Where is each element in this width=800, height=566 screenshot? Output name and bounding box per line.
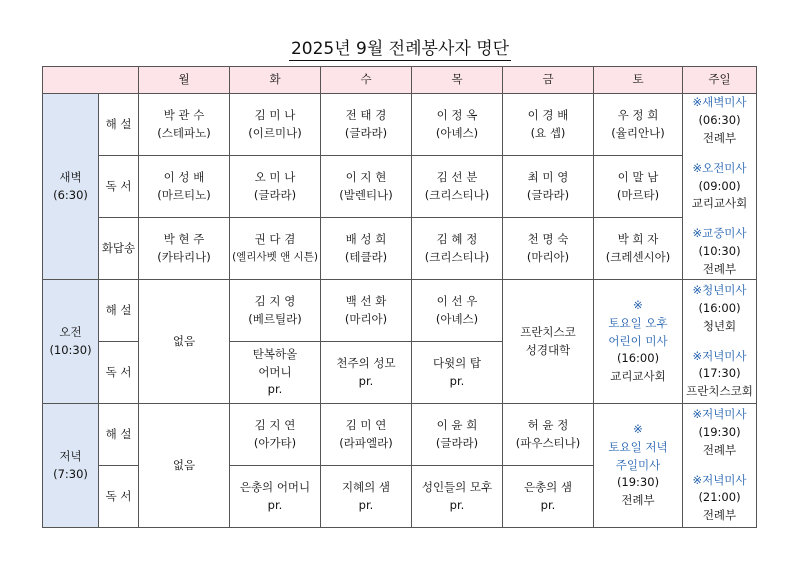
morning-reader-tue: 탄복하올 어머니 pr.	[230, 342, 321, 404]
evening-reader-thu: 성인들의 모후 pr.	[412, 466, 503, 528]
dawn-commentator-fri: 이 경 배 (요 셉)	[503, 94, 594, 156]
role-commentator: 해 설	[99, 404, 139, 466]
header-row	[43, 67, 757, 94]
header-corner	[43, 67, 139, 94]
morning-commentator-row	[43, 280, 757, 342]
evening-commentator-wed: 김 미 연 (라파엘라)	[321, 404, 412, 466]
dawn-commentator-thu: 이 정 옥 (아녜스)	[412, 94, 503, 156]
period-evening: 저녁 (7:30)	[43, 404, 99, 528]
role-reader: 독 서	[99, 342, 139, 404]
day-header-wed: 수	[321, 67, 412, 94]
evening-commentator-tue: 김 지 연 (아가타)	[230, 404, 321, 466]
sunday-mass-item: ※교중미사 (10:30) 전례부	[692, 226, 747, 276]
dawn-response-sat: 박 희 자 (크레센시아)	[594, 218, 683, 280]
dawn-response-wed: 배 성 희 (테클라)	[321, 218, 412, 280]
page-title: 2025년 9월 전례봉사자 명단	[290, 39, 510, 59]
dawn-reader-wed: 이 지 현 (발렌티나)	[321, 156, 412, 218]
dawn-reader-mon: 이 성 배 (마르티노)	[139, 156, 230, 218]
evening-commentator-fri: 허 윤 정 (파우스티나)	[503, 404, 594, 466]
sunday-evening-masses	[683, 404, 757, 528]
sunday-mass-item: ※저녁미사 (19:30) 전례부	[692, 407, 747, 457]
role-reader: 독 서	[99, 156, 139, 218]
morning-reader-wed: 천주의 성모 pr.	[321, 342, 412, 404]
dawn-reader-sat: 이 말 남 (마르타)	[594, 156, 683, 218]
dawn-reader-row	[43, 156, 757, 218]
dawn-reader-tue: 오 미 나 (글라라)	[230, 156, 321, 218]
evening-commentator-thu: 이 윤 희 (글라라)	[412, 404, 503, 466]
period-morning: 오전 (10:30)	[43, 280, 99, 404]
role-reader: 독 서	[99, 466, 139, 528]
day-header-sun: 주일	[683, 67, 757, 94]
evening-commentator-row	[43, 404, 757, 466]
evening-reader-wed: 지혜의 샘 pr.	[321, 466, 412, 528]
dawn-response-thu: 김 혜 정 (크리스티나)	[412, 218, 503, 280]
dawn-commentator-sat: 우 정 희 (율리안나)	[594, 94, 683, 156]
role-commentator: 해 설	[99, 94, 139, 156]
dawn-response-fri: 천 명 숙 (마리아)	[503, 218, 594, 280]
morning-sat-notice: ※ 토요일 오후 어린이 미사 (16:00) 교리교사회	[594, 280, 683, 404]
day-header-tue: 화	[230, 67, 321, 94]
evening-reader-fri: 은총의 샘 pr.	[503, 466, 594, 528]
day-header-thu: 목	[412, 67, 503, 94]
sunday-dawn-masses	[683, 94, 757, 280]
sunday-mass-item: ※새벽미사 (06:30) 전례부	[692, 95, 747, 145]
morning-commentator-thu: 이 선 우 (아녜스)	[412, 280, 503, 342]
dawn-reader-fri: 최 미 영 (글라라)	[503, 156, 594, 218]
evening-reader-tue: 은총의 어머니 pr.	[230, 466, 321, 528]
day-header-sat: 토	[594, 67, 683, 94]
morning-reader-thu: 다윗의 탑 pr.	[412, 342, 503, 404]
dawn-response-tue: 권 다 겸 (엘리사벳 앤 시튼)	[230, 218, 321, 280]
sunday-morning-masses	[683, 280, 757, 404]
morning-commentator-tue: 김 지 영 (베르틸라)	[230, 280, 321, 342]
morning-mon-none: 없음	[139, 280, 230, 404]
dawn-response-mon: 박 현 주 (카타리나)	[139, 218, 230, 280]
sunday-mass-item: ※저녁미사 (21:00) 전례부	[692, 472, 747, 523]
sunday-mass-item: ※오전미사 (09:00) 교리교사회	[691, 160, 748, 211]
dawn-response-row	[43, 218, 757, 280]
evening-sat-notice: ※ 토요일 저녁 주일미사 (19:30) 전례부	[594, 404, 683, 528]
dawn-commentator-row	[43, 94, 757, 156]
dawn-commentator-wed: 전 태 경 (글라라)	[321, 94, 412, 156]
dawn-reader-thu: 김 선 분 (크리스티나)	[412, 156, 503, 218]
sunday-mass-item: ※저녁미사 (17:30) 프란치스코회	[686, 348, 753, 399]
morning-commentator-wed: 백 선 화 (마리아)	[321, 280, 412, 342]
morning-fri-bible-college: 프란치스코 성경대학	[503, 280, 594, 404]
dawn-commentator-mon: 박 관 수 (스테파노)	[139, 94, 230, 156]
role-response: 화답송	[99, 218, 139, 280]
sunday-mass-item: ※청년미사 (16:00) 청년회	[692, 283, 747, 333]
day-header-fri: 금	[503, 67, 594, 94]
role-commentator: 해 설	[99, 280, 139, 342]
period-dawn: 새벽 (6:30)	[43, 94, 99, 280]
schedule-table	[42, 66, 757, 528]
evening-mon-none: 없음	[139, 404, 230, 528]
day-header-mon: 월	[139, 67, 230, 94]
dawn-commentator-tue: 김 미 나 (이르미나)	[230, 94, 321, 156]
